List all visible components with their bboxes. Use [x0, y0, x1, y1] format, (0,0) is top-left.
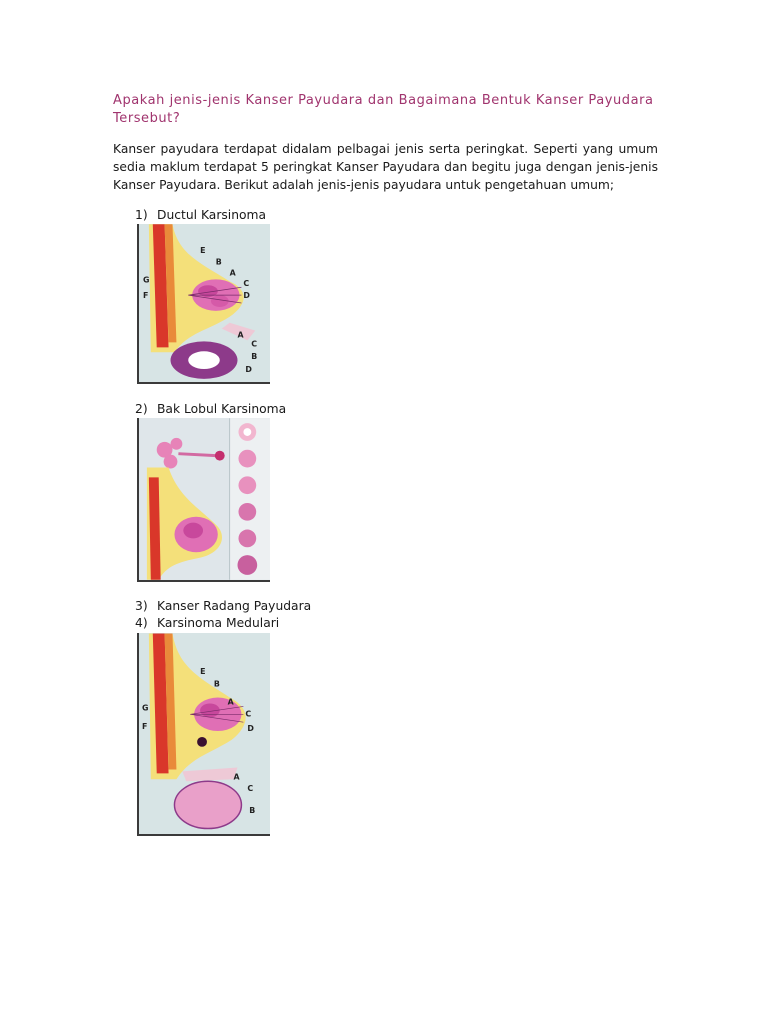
page-title: Apakah jenis-jenis Kanser Payudara dan Bagaimana Bentuk Kanser Payudara Tersebut?	[113, 93, 654, 126]
figure-label: C	[251, 339, 258, 349]
list-label: Bak Lobul Karsinoma	[157, 402, 287, 416]
figure-label: D	[245, 364, 252, 374]
figure-label: F	[141, 722, 148, 732]
figure-label: C	[247, 784, 254, 794]
figure-label: B	[249, 805, 256, 815]
list-label: Kanser Radang Payudara	[157, 599, 312, 613]
list-label: Ductul Karsinoma	[157, 208, 267, 222]
list-number: 4)	[135, 616, 148, 630]
medullary-carcinoma-figure	[137, 633, 270, 836]
ductal-carcinoma-illustration	[139, 224, 270, 382]
list-item-medulari	[135, 615, 279, 632]
list-number: 1)	[135, 208, 148, 222]
figure-label: B	[251, 352, 258, 362]
figure-label: A	[233, 772, 240, 782]
ductal-carcinoma-figure	[137, 224, 270, 384]
figure-label: A	[237, 330, 244, 340]
figure-label: D	[243, 291, 250, 301]
list-item-radang	[135, 598, 311, 615]
figure-label: C	[243, 279, 250, 289]
figure-label: D	[247, 724, 254, 734]
list-number: 3)	[135, 599, 148, 613]
figure-label: B	[215, 257, 222, 267]
figure-label: C	[245, 709, 252, 719]
figure-label: F	[142, 291, 149, 301]
list-item-ductul	[135, 207, 266, 224]
figure-label: G	[142, 275, 150, 285]
figure-label: A	[229, 268, 236, 278]
figure-label: B	[213, 679, 220, 689]
lobular-carcinoma-illustration	[139, 418, 270, 580]
figure-label: E	[200, 245, 206, 255]
medullary-carcinoma-illustration	[139, 633, 270, 834]
list-label: Karsinoma Medulari	[157, 616, 280, 630]
list-number: 2)	[135, 402, 148, 416]
intro-paragraph: Kanser payudara terdapat didalam pelbagai jenis serta peringkat. Seperti yang umum sedia maklum terdapat 5 peringkat Kanser Payudara dan begitu juga dengan jenis-jenis Kanser Payudara. Berikut adalah jenis-jenis payudara untuk pengetahuan umum;	[113, 142, 658, 192]
list-item-lobul	[135, 401, 286, 418]
figure-label: E	[200, 666, 206, 676]
lobular-carcinoma-figure	[137, 418, 270, 582]
figure-label: A	[227, 697, 234, 707]
figure-label: G	[141, 703, 149, 713]
